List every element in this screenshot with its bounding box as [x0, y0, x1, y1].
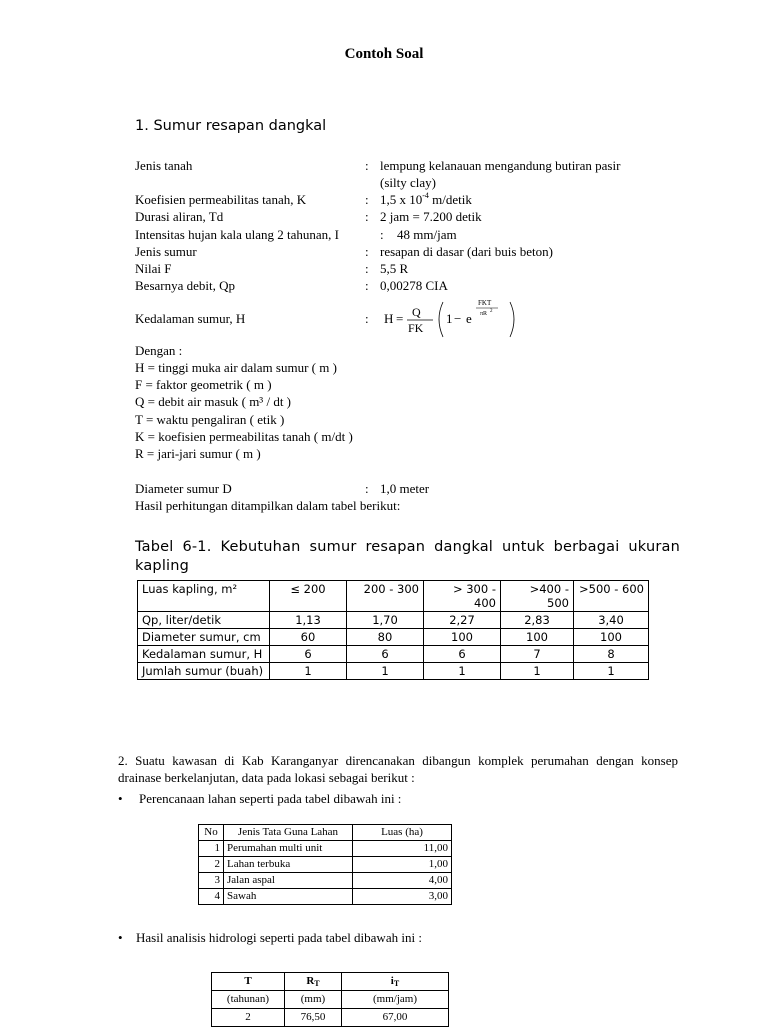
table-row: [199, 857, 452, 873]
table-cell: 1,13: [270, 612, 347, 629]
table-row: [138, 663, 649, 680]
table-cell: 1: [199, 841, 224, 857]
table-cell: 80: [347, 629, 424, 646]
header-symbol: R: [306, 975, 315, 987]
param-colon: :: [365, 244, 369, 259]
table-cell: Kedalaman sumur, H: [138, 646, 270, 663]
table-cell: 3: [199, 873, 224, 889]
table-cell: 1: [574, 663, 649, 680]
depth-formula: [380, 297, 520, 341]
table-cell: Jumlah sumur (buah): [138, 663, 270, 680]
table-cell: 4,00: [353, 873, 452, 889]
table-cell: 1: [270, 663, 347, 680]
definition-item: K = koefisien permeabilitas tanah ( m/dt ): [135, 429, 353, 444]
definition-item: H = tinggi muka air dalam sumur ( m ): [135, 360, 337, 375]
table-cell: 60: [270, 629, 347, 646]
table-cell: 1,70: [347, 612, 424, 629]
table-cell: T: [212, 973, 285, 991]
formula-q: Q: [412, 305, 421, 319]
table-row: [199, 825, 452, 841]
table-1: [137, 580, 649, 680]
param-label: Jenis sumur: [135, 244, 197, 259]
section-1-heading: 1. Sumur resapan dangkal: [135, 118, 327, 134]
formula-e: e: [466, 311, 472, 326]
param-label: Besarnya debit, Qp: [135, 278, 236, 293]
table-row: [199, 889, 452, 905]
param-label: Jenis tanah: [135, 158, 193, 173]
param-value-exponent: -4: [422, 191, 429, 200]
table-cell: [285, 973, 342, 991]
header-subscript: T: [314, 979, 320, 988]
table-row: [199, 873, 452, 889]
param-colon: :: [365, 192, 369, 207]
param-colon: :: [365, 481, 369, 496]
param-value: 48 mm/jam: [397, 227, 457, 242]
table-row: [138, 581, 649, 612]
table-cell: 3,00: [353, 889, 452, 905]
param-colon: :: [365, 278, 369, 293]
section-2-paragraph: 2. Suatu kawasan di Kab Karanganyar direncanakan dibangun komplek perumahan dengan konsep drainase berkelanjutan, data pada lokasi sebagai berikut :: [118, 753, 678, 785]
table-cell: 1: [424, 663, 501, 680]
param-value: 2 jam = 7.200 detik: [380, 209, 482, 224]
table-cell: 67,00: [342, 1009, 449, 1027]
header-subscript: T: [393, 979, 400, 988]
table-cell: Jenis Tata Guna Lahan: [224, 825, 353, 841]
param-value: (silty clay): [380, 175, 436, 190]
formula-eq: =: [396, 311, 404, 326]
table-cell: Luas kapling, m²: [138, 581, 270, 612]
table-cell: ≤ 200: [270, 581, 347, 612]
table-cell: 6: [347, 646, 424, 663]
table-cell: Perumahan multi unit: [224, 841, 353, 857]
table-cell: >400 - 500: [501, 581, 574, 612]
table-cell: Lahan terbuka: [224, 857, 353, 873]
param-colon: :: [365, 158, 369, 173]
param-value: 1,0 meter: [380, 481, 430, 496]
formula-minus: −: [454, 311, 462, 326]
table-cell: (tahunan): [212, 991, 285, 1009]
table-cell: (mm/jam): [342, 991, 449, 1009]
table-row: [212, 973, 449, 991]
table-row: [138, 612, 649, 629]
table-cell: 11,00: [353, 841, 452, 857]
param-label: Diameter sumur D: [135, 481, 232, 496]
param-value-unit: m/detik: [428, 192, 472, 207]
table-cell: 200 - 300: [347, 581, 424, 612]
param-label: Intensitas hujan kala ulang 2 tahunan, I: [135, 227, 339, 242]
table-cell: [342, 973, 449, 991]
table-cell: >500 - 600: [574, 581, 649, 612]
param-value: 0,00278 CIA: [380, 278, 448, 293]
bullet-text: Perencanaan lahan seperti pada tabel dibawah ini :: [139, 791, 402, 806]
table-cell: 2,83: [501, 612, 574, 629]
table-cell: 8: [574, 646, 649, 663]
formula-fk: FK: [408, 321, 424, 335]
table-cell: Sawah: [224, 889, 353, 905]
definition-item: Q = debit air masuk ( m³ / dt ): [135, 394, 292, 409]
param-colon: :: [365, 261, 369, 276]
formula-right-paren: [510, 302, 514, 337]
table-cell: 100: [574, 629, 649, 646]
param-label: Durasi aliran, Td: [135, 209, 224, 224]
definition-item: F = faktor geometrik ( m ): [135, 377, 272, 392]
formula-left-paren: [439, 302, 443, 337]
param-value: resapan di dasar (dari buis beton): [380, 244, 553, 259]
table-cell: 6: [424, 646, 501, 663]
table-cell: 100: [424, 629, 501, 646]
param-label: Nilai F: [135, 261, 172, 276]
param-value: [380, 191, 472, 208]
table-1-title: Tabel 6-1. Kebutuhan sumur resapan dangkal untuk berbagai ukuran kapling: [135, 539, 680, 574]
formula-exp-num: FKT: [478, 299, 492, 307]
table-cell: 6: [270, 646, 347, 663]
definition-item: R = jari-jari sumur ( m ): [135, 446, 261, 461]
param-colon: :: [380, 227, 384, 242]
param-value-base: 1,5 x 10: [380, 192, 423, 207]
table-cell: No: [199, 825, 224, 841]
table-cell: 2: [212, 1009, 285, 1027]
table-cell: Qp, liter/detik: [138, 612, 270, 629]
table-cell: 4: [199, 889, 224, 905]
table-cell: 1: [347, 663, 424, 680]
param-colon: :: [365, 311, 369, 326]
header-symbol: i: [390, 975, 394, 987]
table-cell: 1,00: [353, 857, 452, 873]
table-row: [138, 646, 649, 663]
dengan-label: Dengan :: [135, 343, 183, 358]
page-title: Contoh Soal: [344, 46, 424, 62]
definition-item: T = waktu pengaliran ( etik ): [135, 412, 285, 427]
table-cell: (mm): [285, 991, 342, 1009]
table-cell: 76,50: [285, 1009, 342, 1027]
formula-exp-den: πR: [480, 311, 488, 317]
table-cell: 100: [501, 629, 574, 646]
table-cell: 7: [501, 646, 574, 663]
formula-h: H: [384, 311, 394, 326]
param-colon: :: [365, 209, 369, 224]
formula-one: 1: [446, 311, 453, 326]
bullet-text: Hasil analisis hidrologi seperti pada tabel dibawah ini :: [136, 930, 422, 945]
table-row: [138, 629, 649, 646]
param-value: 5,5 R: [380, 261, 409, 276]
table-cell: 1: [501, 663, 574, 680]
table-cell: Diameter sumur, cm: [138, 629, 270, 646]
param-label: Kedalaman sumur, H: [135, 311, 246, 326]
table-row: [212, 991, 449, 1009]
bullet-dot: •: [118, 930, 123, 945]
table-cell: 2: [199, 857, 224, 873]
table-row: [199, 841, 452, 857]
param-value: lempung kelanauan mengandung butiran pasir: [380, 158, 621, 173]
result-note: Hasil perhitungan ditampilkan dalam tabel berikut:: [135, 498, 401, 513]
table-hydrology: [211, 972, 449, 1027]
table-cell: 3,40: [574, 612, 649, 629]
bullet-dot: •: [118, 791, 123, 806]
table-cell: Jalan aspal: [224, 873, 353, 889]
table-land-use: [198, 824, 452, 905]
param-label: Koefisien permeabilitas tanah, K: [135, 192, 307, 207]
formula-exp-den-sup: 2: [490, 309, 493, 314]
table-cell: 2,27: [424, 612, 501, 629]
table-cell: > 300 - 400: [424, 581, 501, 612]
table-cell: Luas (ha): [353, 825, 452, 841]
